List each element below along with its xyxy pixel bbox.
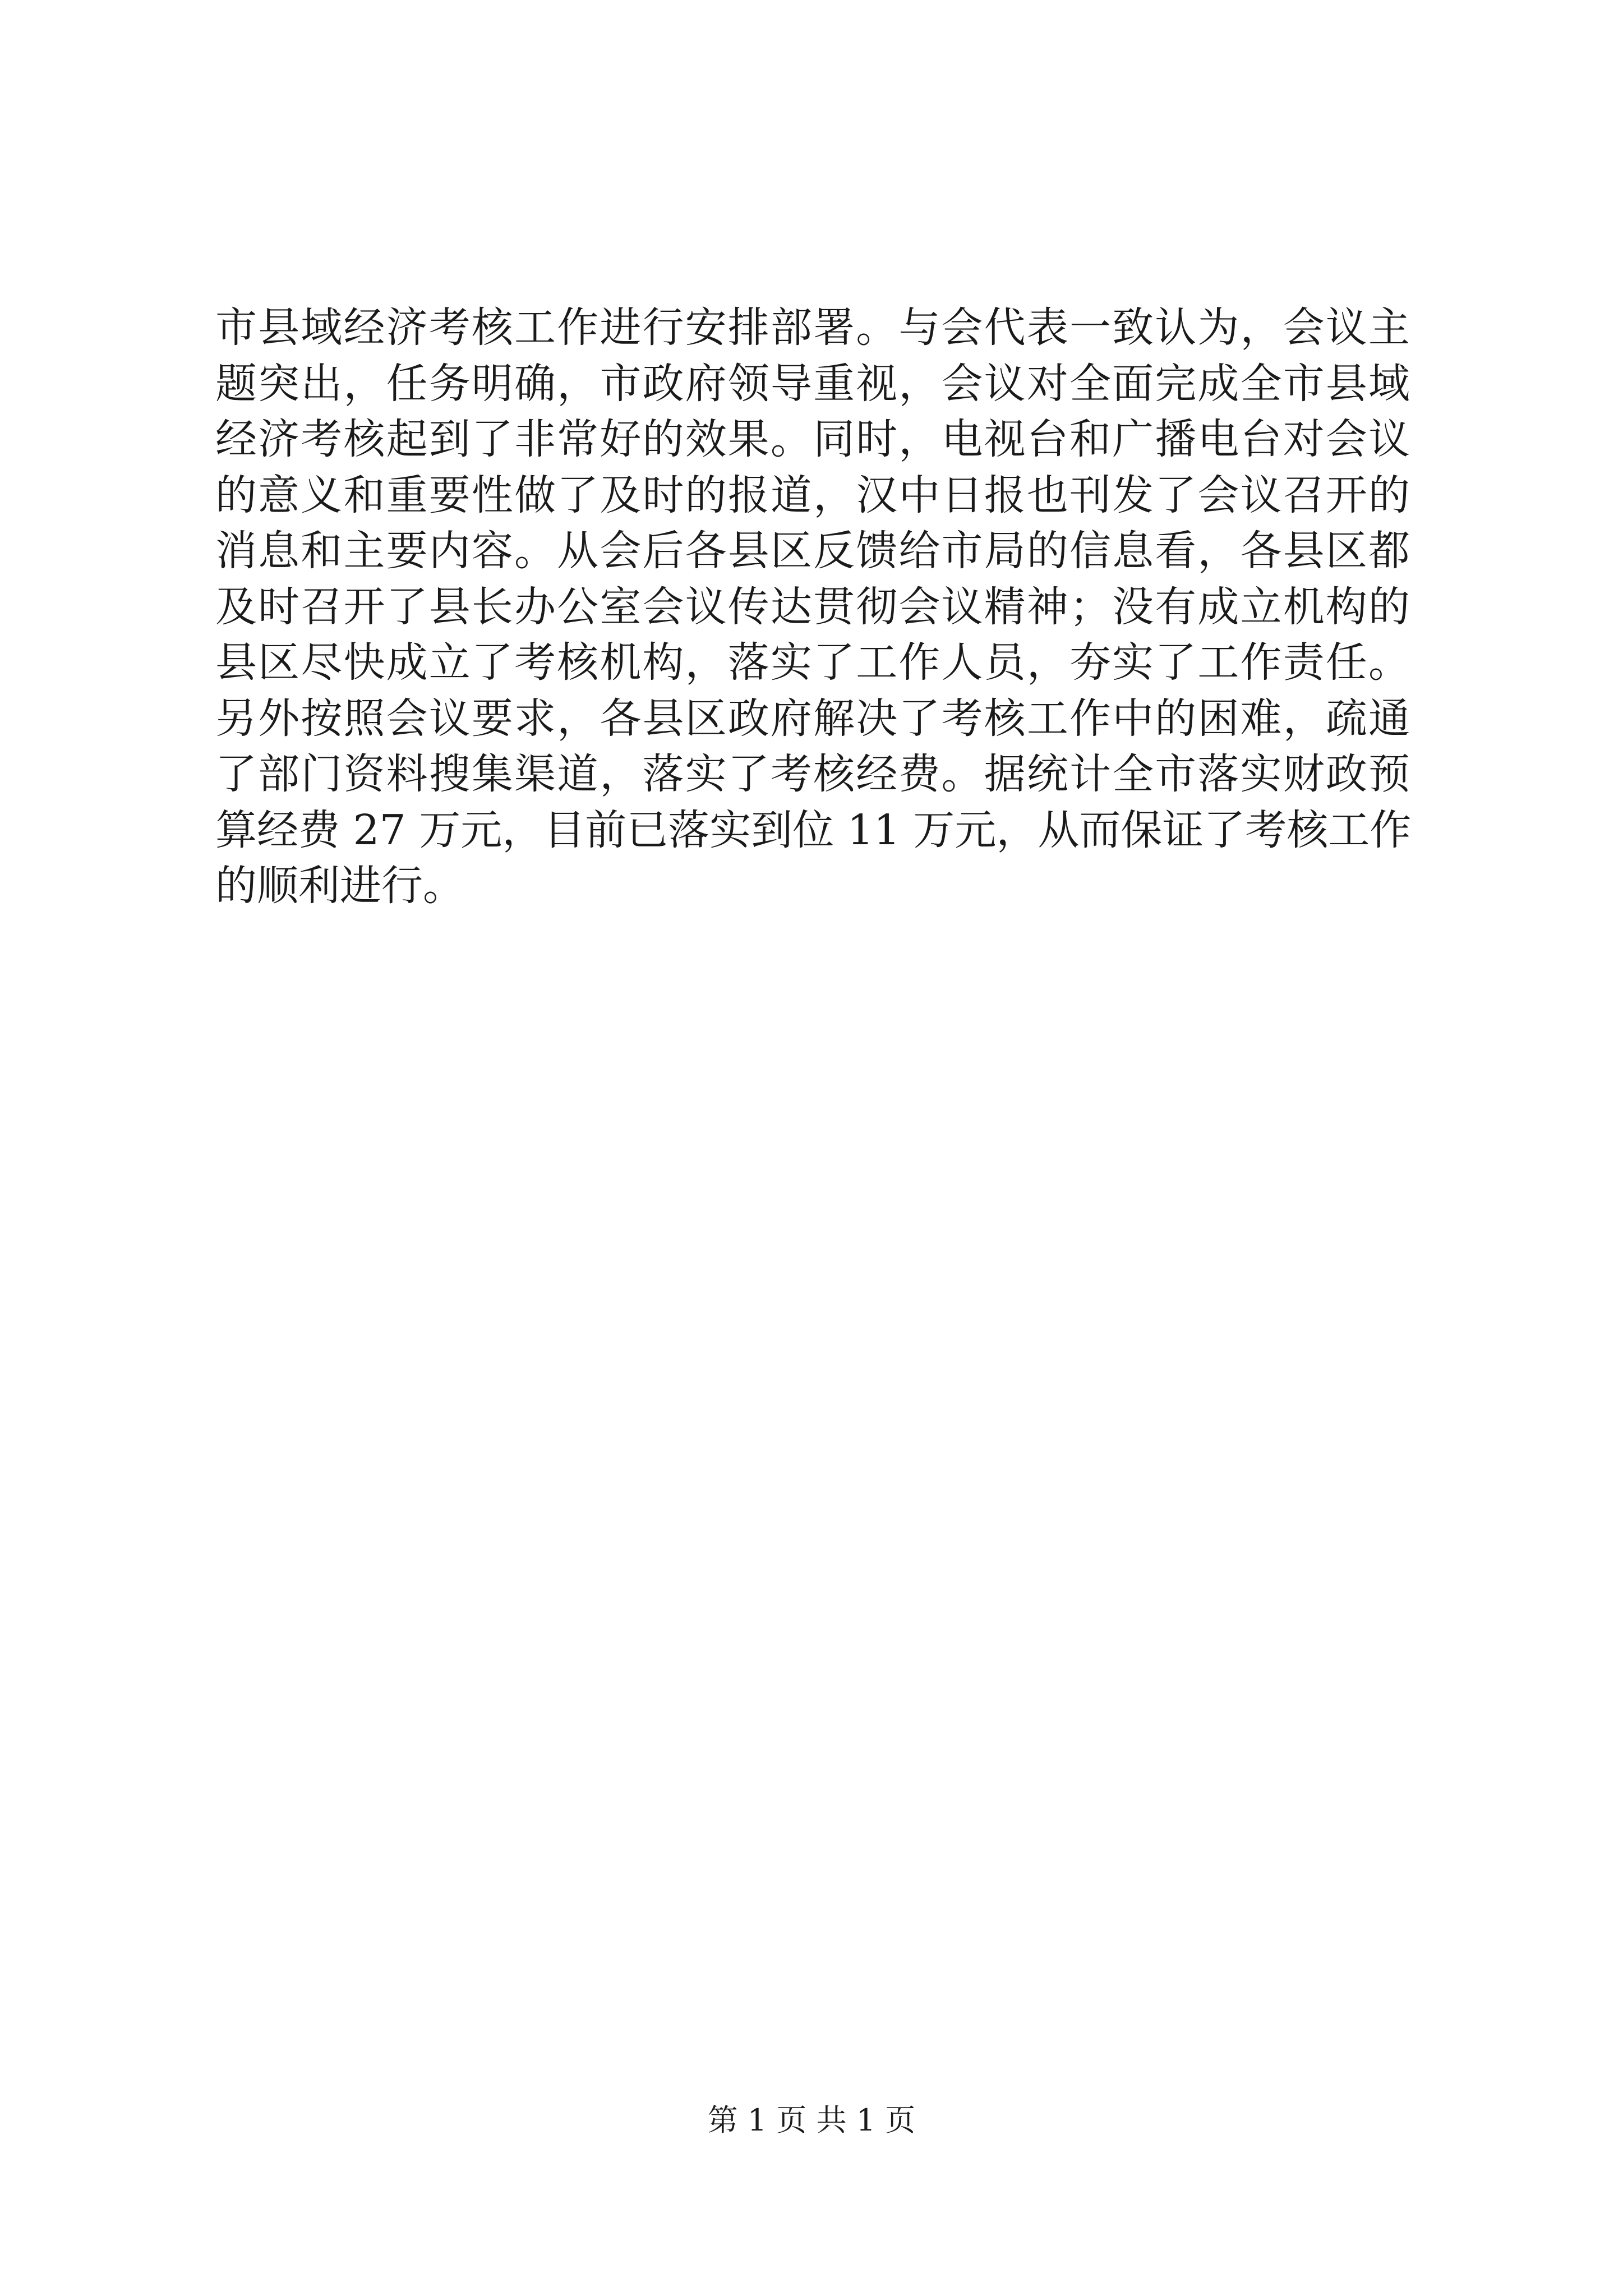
body-line: 的顺利进行。	[215, 862, 464, 910]
body-paragraph	[215, 300, 1410, 914]
body-line: 及时召开了县长办公室会议传达贯彻会议精神；没有成立机构的	[215, 582, 1410, 631]
body-line: 县区尽快成立了考核机构，落实了工作人员，夯实了工作责任。	[215, 638, 1410, 687]
body-line: 消息和主要内容。从会后各县区反馈给市局的信息看，各县区都	[215, 527, 1410, 575]
body-line: 市县域经济考核工作进行安排部署。与会代表一致认为，会议主	[215, 303, 1410, 352]
body-line: 的意义和重要性做了及时的报道，汉中日报也刊发了会议召开的	[215, 471, 1410, 519]
page-number-footer: 第 1 页 共 1 页	[707, 2102, 916, 2138]
body-line: 算经费 27 万元，目前已落实到位 11 万元，从而保证了考核工作	[215, 806, 1412, 854]
body-line: 题突出，任务明确，市政府领导重视，会议对全面完成全市县域	[215, 359, 1410, 408]
body-line: 了部门资料搜集渠道，落实了考核经费。据统计全市落实财政预	[215, 750, 1410, 798]
body-line: 另外按照会议要求，各县区政府解决了考核工作中的困难，疏通	[215, 694, 1410, 743]
body-line: 经济考核起到了非常好的效果。同时，电视台和广播电台对会议	[215, 415, 1410, 463]
